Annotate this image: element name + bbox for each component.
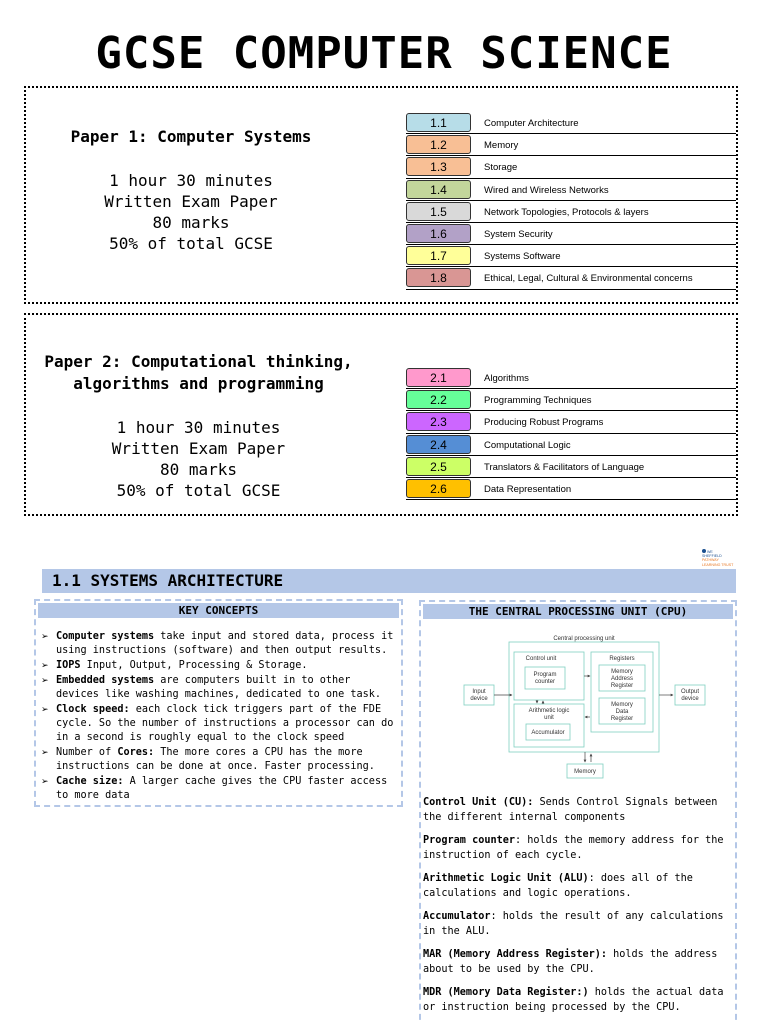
- mdr-label-2: Data: [615, 709, 629, 715]
- topic-label: Systems Software: [484, 251, 561, 263]
- cpu-diagram: [459, 632, 709, 782]
- definition-item: [423, 795, 739, 825]
- key-concept-item: [41, 630, 397, 658]
- arrow-bullet-icon: ➢: [41, 705, 49, 715]
- paper-2-box: [24, 313, 738, 516]
- topic-label: Ethical, Legal, Cultural & Environmental concerns: [484, 273, 693, 285]
- definition-term: MAR (Memory Address Register):: [423, 949, 608, 960]
- topic-code-badge: 1.7: [406, 246, 471, 265]
- mdr-label-1: Memory: [611, 702, 633, 708]
- definition-term: Control Unit (CU):: [423, 797, 534, 808]
- topic-label: Storage: [484, 162, 518, 174]
- logo-dot-icon: [702, 549, 706, 553]
- key-concept-item: [41, 703, 397, 745]
- key-concepts-panel: [34, 599, 403, 807]
- definition-text: : holds the memory address for the instruction of each cycle.: [423, 835, 724, 861]
- program-counter-label-2: counter: [534, 679, 556, 685]
- arrow-bullet-icon: ➢: [41, 632, 49, 642]
- key-concept-text: A larger cache gives the CPU faster access to more data: [56, 776, 388, 801]
- definition-text: : holds the result of any calculations in the ALU.: [423, 911, 724, 937]
- key-concept-item: [41, 746, 397, 774]
- key-concepts-list: [36, 620, 401, 803]
- paper-2-heading: [26, 351, 371, 395]
- key-concept-term: Cores:: [117, 747, 155, 758]
- key-concept-item: [41, 775, 397, 803]
- key-concept-prefix: Number of: [56, 747, 118, 758]
- topic-row: [406, 267, 736, 289]
- paper-2-marks: 80 marks: [159, 460, 238, 479]
- registers-label: Registers: [609, 656, 635, 662]
- cpu-label: Central processing unit: [553, 636, 615, 642]
- paper-2-heading-line-1: Paper 2: Computational thinking,: [44, 352, 353, 371]
- key-concepts-heading: KEY CONCEPTS: [38, 603, 399, 618]
- trust-logo: [702, 549, 736, 569]
- topic-label: Network Topologies, Protocols & layers: [484, 206, 649, 218]
- program-counter-box: [525, 667, 565, 689]
- topic-row: [406, 367, 736, 389]
- paper-1-topic-list: [416, 112, 736, 290]
- input-device-box: [464, 685, 494, 705]
- paper-2-duration: 1 hour 30 minutes: [116, 418, 281, 437]
- page-title: GCSE COMPUTER SCIENCE: [95, 28, 673, 79]
- paper-1-format: Written Exam Paper: [104, 192, 278, 211]
- accumulator-label: Accumulator: [531, 730, 565, 736]
- topic-label: Computational Logic: [484, 439, 571, 451]
- definition-text: Sends Control Signals between the different internal components: [423, 797, 718, 823]
- topic-code-badge: 1.2: [406, 135, 471, 154]
- topic-code-badge: 1.4: [406, 180, 471, 199]
- output-label-1: Output: [680, 689, 700, 695]
- section-title: 1.1 SYSTEMS ARCHITECTURE: [42, 569, 736, 593]
- definition-term: Arithmetic Logic Unit (ALU): [423, 873, 589, 884]
- topic-row: [406, 223, 736, 245]
- definition-text: holds the actual data or instruction being processed by the CPU.: [423, 987, 724, 1013]
- paper-1-duration: 1 hour 30 minutes: [109, 171, 273, 190]
- arrow-bullet-icon: ➢: [41, 661, 49, 671]
- topic-row: [406, 434, 736, 456]
- topic-row: [406, 179, 736, 201]
- definition-term: Accumulator: [423, 911, 491, 922]
- paper-1-marks: 80 marks: [152, 213, 230, 232]
- definition-item: [423, 833, 739, 863]
- topic-code-badge: 1.3: [406, 157, 471, 176]
- paper-1-info: [26, 126, 356, 254]
- key-concept-text: take input and stored data, process it using instructions (software) and then output results.: [56, 631, 394, 656]
- definition-text: : does all of the calculations and logic operations.: [423, 873, 693, 899]
- topic-code-badge: 2.4: [406, 435, 471, 454]
- topic-code-badge: 2.6: [406, 479, 471, 498]
- topic-row: [406, 389, 736, 411]
- topic-code-badge: 2.5: [406, 457, 471, 476]
- topic-code-badge: 1.8: [406, 268, 471, 287]
- logo-line-1: WE: [707, 550, 713, 554]
- topic-row: [406, 112, 736, 134]
- topic-code-badge: 2.3: [406, 412, 471, 431]
- topic-code-badge: 2.1: [406, 368, 471, 387]
- cpu-panel: [419, 600, 737, 1024]
- mar-label-1: Memory: [611, 669, 633, 675]
- key-concept-term: Computer systems: [56, 631, 155, 642]
- topic-row: [406, 411, 736, 433]
- paper-2-weight: 50% of total GCSE: [116, 481, 281, 500]
- paper-2-heading-line-2: algorithms and programming: [73, 374, 324, 393]
- cpu-heading: THE CENTRAL PROCESSING UNIT (CPU): [423, 604, 733, 619]
- topic-label: Computer Architecture: [484, 118, 579, 129]
- input-label-1: Input: [472, 689, 486, 695]
- topic-label: Algorithms: [484, 373, 529, 384]
- key-concept-text: The more cores a CPU has the more instructions can be done at once. Faster processing.: [56, 747, 375, 772]
- alu-label-1: Arithmetic logic: [528, 708, 570, 714]
- paper-2-details: [26, 417, 371, 501]
- topic-row: [406, 245, 736, 267]
- definition-item: [423, 909, 739, 939]
- output-label-2: device: [681, 696, 699, 702]
- output-device-box: [675, 685, 705, 705]
- paper-2-topic-list: [416, 367, 736, 500]
- topic-row: [406, 478, 736, 500]
- control-unit-label: Control unit: [525, 656, 557, 662]
- mar-label-2: Address: [610, 676, 634, 682]
- arrow-bullet-icon: ➢: [41, 777, 49, 787]
- alu-label-2: unit: [544, 715, 554, 721]
- topic-label: System Security: [484, 228, 553, 240]
- paper-2-info: [26, 351, 371, 501]
- topic-label: Translators & Facilitators of Language: [484, 461, 645, 473]
- topic-row: [406, 134, 736, 156]
- key-concept-text: are computers built in to other devices like washing machines, dedicated to one task.: [56, 675, 382, 700]
- input-label-2: device: [470, 696, 488, 702]
- topic-label: Producing Robust Programs: [484, 417, 604, 429]
- memory-label: Memory: [574, 769, 596, 775]
- topic-label: Wired and Wireless Networks: [484, 184, 609, 196]
- paper-1-details: [26, 170, 356, 254]
- key-concept-term: Cache size:: [56, 776, 124, 787]
- paper-1-box: [24, 86, 738, 304]
- cpu-definitions: [423, 795, 739, 1023]
- logo-line-4: LEARNING TRUST: [702, 562, 734, 567]
- topic-row: [406, 156, 736, 178]
- mar-label-3: Register: [610, 683, 634, 689]
- key-concept-text: each clock tick triggers part of the FDE cycle. So the number of instructions a processor can do in a second is roughly equal to the clock speed: [56, 704, 394, 743]
- topic-label: Data Representation: [484, 483, 572, 495]
- arrow-bullet-icon: ➢: [41, 676, 49, 686]
- topic-row: [406, 456, 736, 478]
- definition-item: [423, 871, 739, 901]
- key-concept-term: Clock speed:: [56, 704, 130, 715]
- paper-1-heading: Paper 1: Computer Systems: [70, 127, 312, 146]
- definition-item: [423, 985, 739, 1015]
- definition-item: [423, 947, 739, 977]
- topic-row: [406, 201, 736, 223]
- definition-term: Program counter: [423, 835, 516, 846]
- key-concept-term: Embedded systems: [56, 675, 155, 686]
- paper-1-weight: 50% of total GCSE: [109, 234, 273, 253]
- definition-term: MDR (Memory Data Register:): [423, 987, 589, 998]
- topic-code-badge: 2.2: [406, 390, 471, 409]
- arrow-bullet-icon: ➢: [41, 748, 49, 758]
- topic-code-badge: 1.5: [406, 202, 471, 221]
- key-concept-item: [41, 659, 397, 673]
- key-concept-text: Input, Output, Processing & Storage.: [80, 660, 308, 671]
- topic-label: Memory: [484, 140, 519, 152]
- logo-line-3: PATHWAY: [702, 558, 719, 563]
- key-concept-item: [41, 674, 397, 702]
- definition-text: holds the address about to be used by the CPU.: [423, 949, 718, 975]
- key-concept-term: IOPS: [56, 660, 81, 671]
- logo-line-2: SHEFFIELD: [702, 554, 722, 559]
- paper-2-format: Written Exam Paper: [111, 439, 286, 458]
- topic-code-badge: 1.1: [406, 113, 471, 132]
- topic-label: Programming Techniques: [484, 395, 592, 407]
- topic-code-badge: 1.6: [406, 224, 471, 243]
- mdr-label-3: Register: [610, 716, 634, 722]
- program-counter-label-1: Program: [533, 672, 557, 678]
